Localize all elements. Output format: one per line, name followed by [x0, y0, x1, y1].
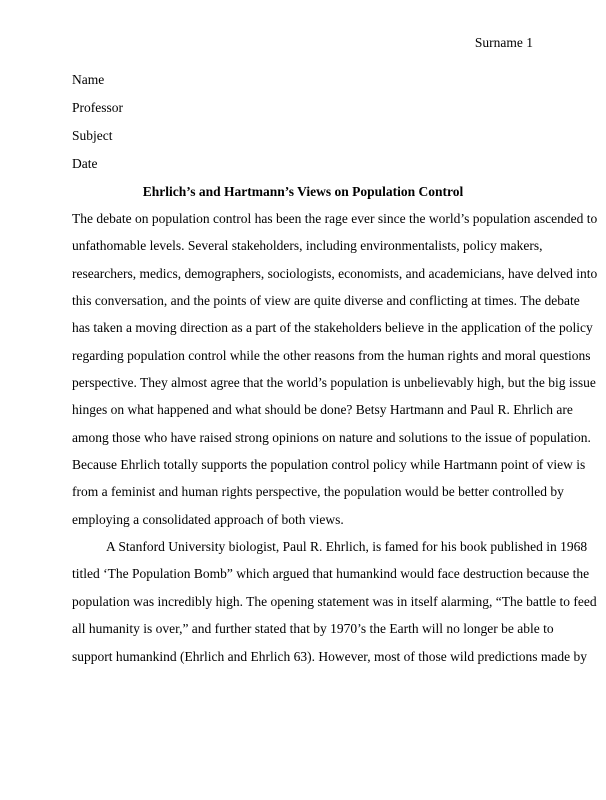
text-line: employing a consolidated approach of both views.: [72, 511, 344, 527]
text-line: has taken a moving direction as a part of the stakeholders believe in the application of the policy: [72, 320, 593, 336]
text-line: unfathomable levels. Several stakeholders, including environmentalists, policy makers,: [72, 238, 543, 254]
text-line: all humanity is over,” and further stated that by 1970’s the Earth will no longer be able to: [72, 621, 554, 637]
text-line: population was incredibly high. The opening statement was in itself alarming, “The battle to feed: [72, 593, 597, 609]
text-line: titled ‘The Population Bomb” which argued that humankind would face destruction because the: [72, 566, 590, 582]
running-head: Surname 1: [474, 35, 533, 50]
text-line: researchers, medics, demographers, sociologists, economists, and academicians, have delved into: [72, 265, 598, 281]
text-line: A Stanford University biologist, Paul R. Ehrlich, is famed for his book published in 1968: [106, 539, 588, 555]
mla-heading: [72, 71, 123, 183]
text-line: from a feminist and human rights perspective, the population would be better controlled by: [72, 484, 564, 500]
essay-title: Ehrlich’s and Hartmann’s Views on Population Control: [142, 184, 464, 199]
essay-body: [72, 210, 598, 675]
text-line: hinges on what happened and what should be done? Betsy Hartmann and Paul R. Ehrlich are: [72, 402, 573, 418]
text-line: Because Ehrlich totally supports the population control policy while Hartmann point of view is: [72, 457, 586, 473]
text-line: support humankind (Ehrlich and Ehrlich 63). However, most of those wild predictions made by: [72, 648, 587, 664]
professor-name: Professor: [72, 100, 123, 115]
date-line: Date: [72, 156, 98, 171]
text-line: regarding population control while the other reasons from the human rights and moral questions: [72, 347, 591, 363]
text-line: perspective. They almost agree that the world’s population is unbelievably high, but the big issue: [72, 375, 596, 391]
subject-line: Subject: [72, 128, 113, 143]
text-line: The debate on population control has been the rage ever since the world’s population ascended to: [72, 211, 598, 226]
text-line: this conversation, and the points of view are quite diverse and conflicting at times. The debate: [72, 293, 580, 309]
student-name: Name: [72, 72, 105, 87]
paragraph-2: [72, 538, 597, 675]
text-line: among those who have raised strong opinions on nature and solutions to the issue of population.: [72, 429, 591, 445]
paragraph-1: [72, 210, 598, 538]
